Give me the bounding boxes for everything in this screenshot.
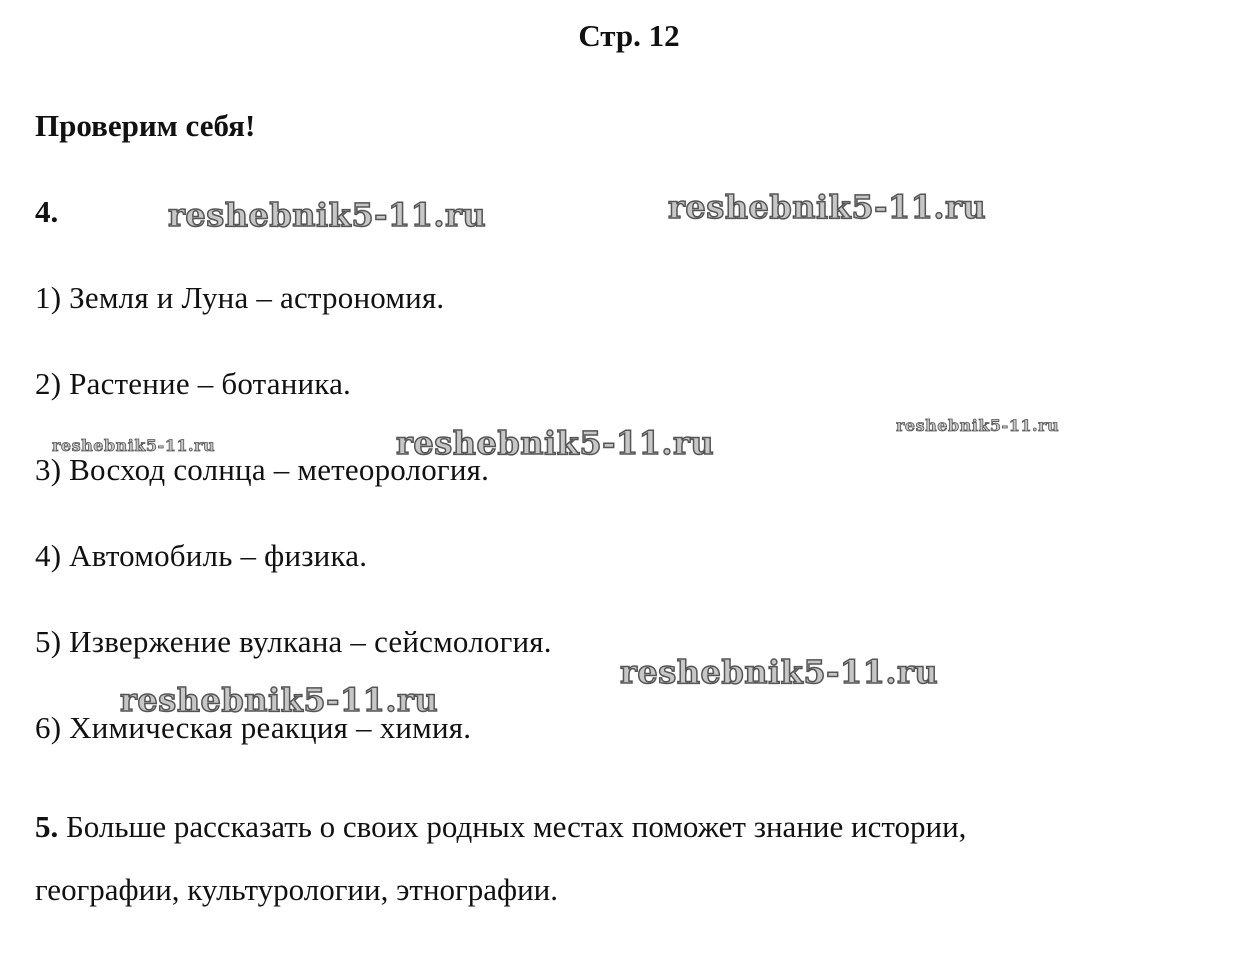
watermark: reshebnik5-11.ru [896, 416, 1060, 435]
task-5-paragraph [35, 795, 1235, 921]
page-header: Стр. 12 [578, 18, 680, 53]
answer-item: 5) Извержение вулкана – сейсмология. [35, 624, 552, 659]
task-5-line-1: Больше рассказать о своих родных местах поможет знание истории, [66, 809, 967, 844]
watermark: reshebnik5-11.ru [668, 188, 987, 226]
answer-item: 2) Растение – ботаника. [35, 366, 352, 401]
answer-item: 1) Земля и Луна – астрономия. [35, 280, 445, 315]
task-5-line-2: географии, культурологии, этнографии. [35, 872, 559, 907]
answer-item: 4) Автомобиль – физика. [35, 538, 368, 573]
watermark: reshebnik5-11.ru [120, 681, 439, 719]
watermark: reshebnik5-11.ru [168, 196, 487, 234]
task-5-number: 5. [35, 809, 59, 844]
task-4-number: 4. [35, 194, 59, 229]
section-title: Проверим себя! [35, 108, 256, 143]
watermark: reshebnik5-11.ru [52, 436, 216, 455]
watermark: reshebnik5-11.ru [620, 653, 939, 691]
answer-item: 6) Химическая реакция – химия. [35, 710, 472, 745]
answer-item: 3) Восход солнца – метеорология. [35, 452, 490, 487]
watermark: reshebnik5-11.ru [396, 424, 715, 462]
